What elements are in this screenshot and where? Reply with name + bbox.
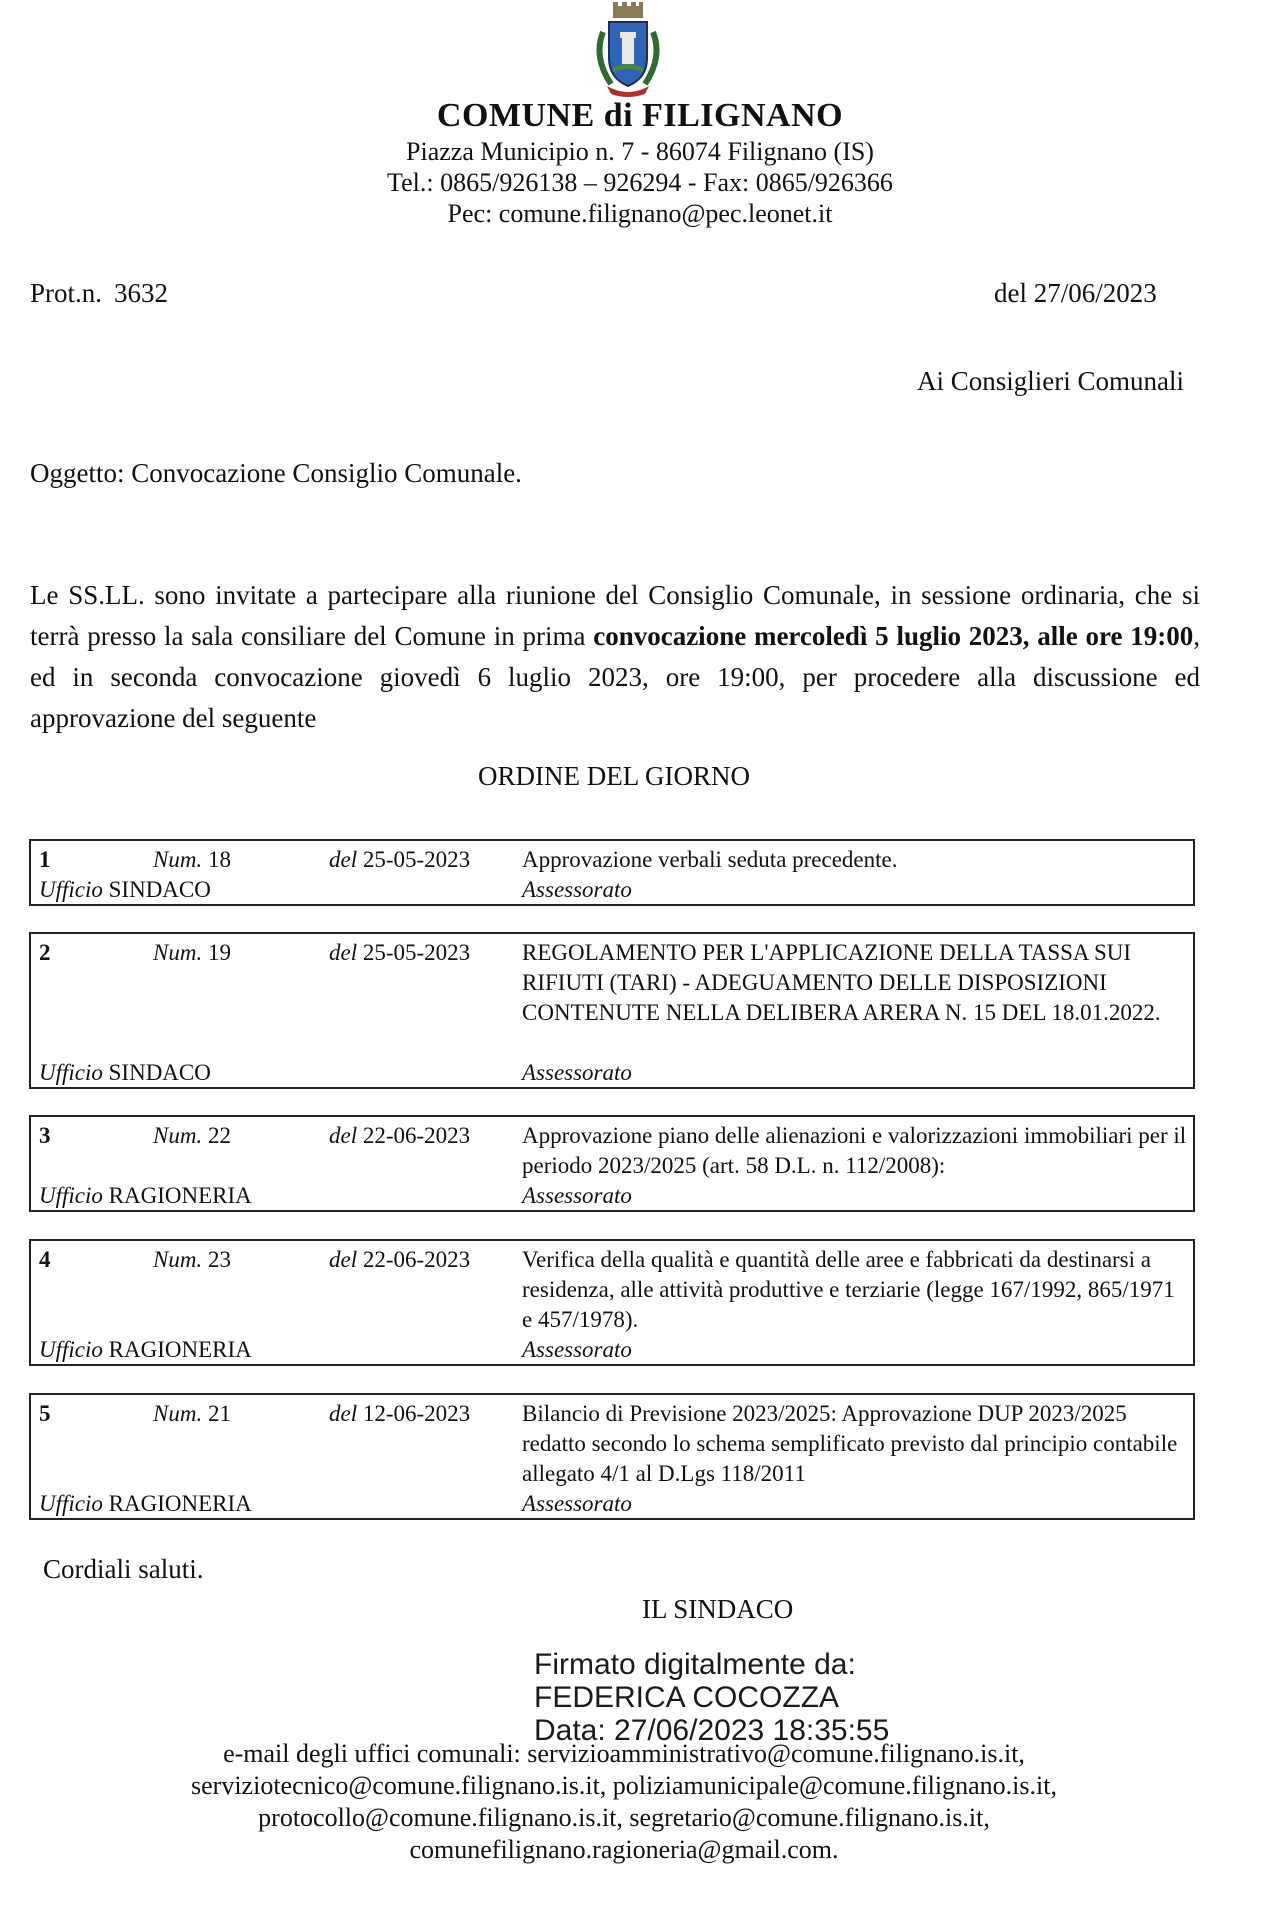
signature-line-3: Data: 27/06/2023 18:35:55 (534, 1714, 890, 1747)
protocol-number (30, 278, 168, 309)
agenda-item-num: Num. 21 (153, 1401, 231, 1426)
digital-signature-stamp (534, 1648, 889, 1747)
agenda-item-description: Verifica della qualità e quantità delle aree e fabbricati da destinarsi a residenza, alle attività produttive e terziarie (legge 167/1992, 865/1971 e 457/1978). (522, 1247, 1175, 1332)
address: Piazza Municipio n. 7 - 86074 Filignano (IS) (406, 137, 874, 166)
closing-greeting: Cordiali saluti. (43, 1554, 204, 1584)
agenda-item-office: Ufficio RAGIONERIA (39, 1337, 252, 1362)
body-part-1: Le SS.LL. sono invitate a partecipare alla riunione del Consiglio Comunale, in sessione ordinaria, che si terrà presso la sala consiliare del Comune in prima (30, 580, 1200, 651)
municipal-crest-icon (589, 2, 667, 100)
agenda-item-number: 5 (39, 1401, 51, 1426)
body-part-2: , ed in seconda convocazione giovedì 6 luglio 2023, ore 19:00, per procedere alla discussione ed approvazione del seguente (30, 621, 1200, 733)
agenda-item-number: 1 (39, 847, 51, 872)
agenda-item-number: 4 (39, 1247, 51, 1272)
body-bold-date: convocazione mercoledì 5 luglio 2023, alle ore 19:00 (593, 621, 1194, 651)
agenda-item-num: Num. 18 (153, 847, 231, 872)
footer-line-4: comunefilignano.ragioneria@gmail.com. (409, 1835, 839, 1864)
signer-role: IL SINDACO (642, 1594, 794, 1624)
agenda-item-number: 2 (39, 940, 51, 965)
agenda-title: ORDINE DEL GIORNO (478, 761, 750, 791)
pec-address: Pec: comune.filignano@pec.leonet.it (447, 199, 833, 228)
agenda-item (29, 932, 1195, 1089)
agenda-item-num: Num. 22 (153, 1123, 231, 1148)
agenda-item-num: Num. 23 (153, 1247, 231, 1272)
agenda-item-office: Ufficio SINDACO (39, 1060, 211, 1085)
agenda-item-date: del 22-06-2023 (329, 1123, 471, 1148)
phone-fax: Tel.: 0865/926138 – 926294 - Fax: 0865/926366 (387, 168, 893, 197)
agenda-item-office: Ufficio RAGIONERIA (39, 1183, 252, 1208)
footer-line-2: serviziotecnico@comune.filignano.is.it, poliziamunicipale@comune.filignano.is.it, (191, 1771, 1057, 1800)
footer-emails (0, 1738, 1248, 1866)
signature-line-2: FEDERICA COCOZZA (534, 1681, 840, 1714)
agenda-item (29, 839, 1195, 906)
agenda-item-description: Approvazione verbali seduta precedente. (522, 847, 898, 872)
agenda-item-assessorato: Assessorato (522, 1183, 632, 1208)
agenda-item-assessorato: Assessorato (522, 1337, 632, 1362)
letterhead (0, 96, 1280, 229)
agenda-item-date: del 25-05-2023 (329, 940, 471, 965)
agenda-item (29, 1393, 1195, 1520)
footer-line-3: protocollo@comune.filignano.is.it, segretario@comune.filignano.is.it, (258, 1803, 990, 1832)
protocol-date: del 27/06/2023 (994, 278, 1157, 308)
subject-line: Oggetto: Convocazione Consiglio Comunale. (30, 458, 522, 488)
convocation-body (30, 575, 1200, 739)
agenda-item-office: Ufficio RAGIONERIA (39, 1491, 252, 1516)
agenda-item-description: Approvazione piano delle alienazioni e valorizzazioni immobiliari per il periodo 2023/2025 (art. 58 D.L. n. 112/2008): (522, 1123, 1187, 1178)
agenda-item-number: 3 (39, 1123, 51, 1148)
agenda-item-date: del 25-05-2023 (329, 847, 471, 872)
agenda-item-assessorato: Assessorato (522, 877, 632, 902)
footer-line-1: e-mail degli uffici comunali: servizioamministrativo@comune.filignano.is.it, (223, 1739, 1025, 1768)
agenda-item-description: Bilancio di Previsione 2023/2025: Approvazione DUP 2023/2025 redatto secondo lo schema semplificato previsto dal principio contabile allegato 4/1 al D.Lgs 118/2011 (522, 1401, 1178, 1486)
agenda-item (29, 1115, 1195, 1212)
protocol-value: 3632 (114, 278, 169, 308)
recipient: Ai Consiglieri Comunali (917, 366, 1184, 396)
agenda-item (29, 1239, 1195, 1366)
municipality-title: COMUNE di FILIGNANO (436, 97, 844, 134)
agenda-item-assessorato: Assessorato (522, 1491, 632, 1516)
protocol-label: Prot.n. (30, 278, 103, 308)
signature-line-1: Firmato digitalmente da: (534, 1648, 856, 1681)
agenda-item-date: del 12-06-2023 (329, 1401, 471, 1426)
agenda-item-description: REGOLAMENTO PER L'APPLICAZIONE DELLA TASSA SUI RIFIUTI (TARI) - ADEGUAMENTO DELLE DISPOSIZIONI CONTENUTE NELLA DELIBERA ARERA N. 15 DEL 18.01.2022. (522, 940, 1161, 1025)
agenda-item-assessorato: Assessorato (522, 1060, 632, 1085)
agenda-item-num: Num. 19 (153, 940, 231, 965)
agenda-item-office: Ufficio SINDACO (39, 877, 211, 902)
agenda-item-date: del 22-06-2023 (329, 1247, 471, 1272)
